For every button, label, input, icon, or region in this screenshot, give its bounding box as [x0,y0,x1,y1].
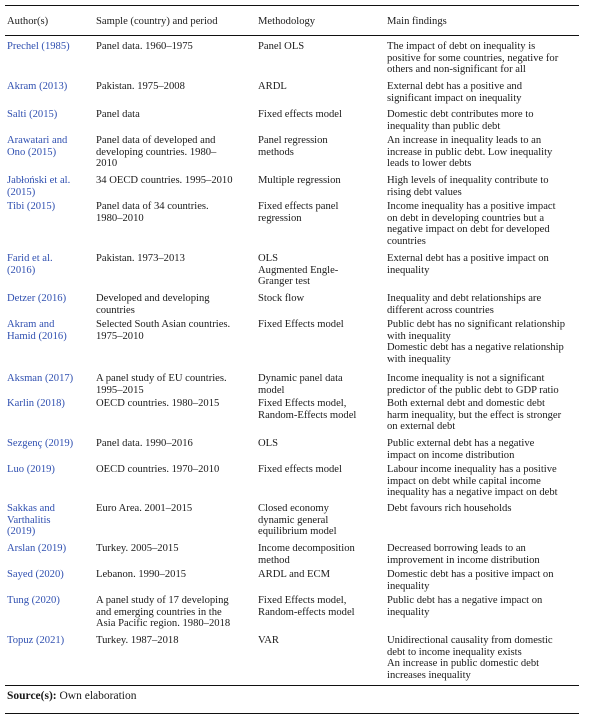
row-findings-line: significant impact on inequality [387,92,522,104]
row-methodology [258,503,382,538]
row-findings [387,373,583,396]
row-sample-line: Asia Pacific region. 1980–2018 [96,618,231,629]
row-author[interactable] [7,635,93,647]
row-methodology-line: Multiple regression [258,175,341,186]
row-sample-line: Panel data of developed and [96,135,216,146]
row-methodology-line: Dynamic panel data [258,373,343,384]
row-author-line: (2015) [7,186,36,198]
row-sample-line: Panel data of 34 countries. [96,201,209,212]
row-sample [96,135,254,170]
row-findings-line: inequality than public debt [387,120,501,132]
row-author-line: Akram and [7,319,55,330]
row-findings-line: Domestic debt has a negative relationship [387,342,564,353]
row-findings [387,81,583,104]
row-sample [96,253,254,265]
row-findings-line: Income inequality is not a significant [387,373,545,384]
row-author-line: Farid et al. [7,253,53,264]
row-author-line: Tibi (2015) [7,201,56,212]
header-methodology: Methodology [258,16,316,27]
row-methodology [258,373,382,396]
row-sample-line: Panel data. 1990–2016 [96,438,193,449]
row-methodology [258,595,382,618]
row-author-line: Arawatari and [7,135,68,146]
row-findings [387,464,583,499]
row-methodology-line: ARDL and ECM [258,569,330,580]
row-findings [387,635,583,681]
row-findings-line: Inequality and debt relationships are [387,293,542,304]
row-methodology-line: regression [258,212,302,224]
row-findings [387,595,583,618]
row-findings-line: Domestic debt contributes more to [387,109,534,120]
row-findings-line: with inequality [387,330,451,342]
row-findings-line: An increase in inequality leads to an [387,135,542,146]
row-author-line: (2016) [7,264,36,276]
row-methodology-line: equilibrium model [258,526,337,537]
row-sample [96,635,254,647]
row-findings [387,175,583,198]
row-author[interactable] [7,595,93,607]
row-author[interactable] [7,41,93,53]
row-methodology [258,81,382,93]
row-sample [96,81,254,93]
source-note [7,691,136,703]
header-author: Author(s) [7,16,49,27]
row-sample-line: 1980–2010 [96,212,144,224]
row-methodology [258,135,382,158]
row-sample [96,175,254,187]
row-sample-line: Turkey. 2005–2015 [96,543,179,554]
row-findings-line: High levels of inequality contribute to [387,175,549,186]
row-sample-line: and emerging countries in the [96,606,222,618]
page-end-rule [5,713,579,714]
row-sample-line: 2010 [96,158,118,169]
row-sample-line: Pakistan. 1975–2008 [96,81,185,92]
row-author[interactable] [7,438,93,450]
row-sample [96,109,254,121]
row-methodology [258,109,382,121]
row-findings-line: rising debt values [387,186,462,198]
row-author[interactable] [7,109,93,121]
row-methodology-line: Random-effects model [258,606,355,618]
row-author-line: Prechel (1985) [7,41,70,52]
row-methodology-line: VAR [258,635,280,646]
row-author-line: Jabłoński et al. [7,175,71,186]
row-sample [96,373,254,396]
header-findings: Main findings [387,16,447,27]
row-author[interactable] [7,373,93,385]
row-sample-line: 1975–2010 [96,330,144,342]
source-text: Own elaboration [56,690,137,702]
row-author[interactable] [7,175,93,198]
row-author[interactable] [7,543,93,555]
row-findings [387,543,583,566]
row-findings-line: impact on income distribution [387,449,515,461]
row-author-line: Salti (2015) [7,109,58,120]
row-sample-line: Selected South Asian countries. [96,319,231,330]
row-findings-line: The impact of debt on inequality is [387,41,536,52]
row-author-line: (2019) [7,526,36,537]
row-methodology-line: dynamic general [258,514,329,526]
header-rule [5,35,579,36]
row-findings-line: Debt favours rich households [387,503,512,514]
row-sample-line: Panel data. 1960–1975 [96,41,193,52]
row-methodology [258,464,382,476]
row-author-line: Akram (2013) [7,81,68,92]
row-author-line: Sakkas and [7,503,55,514]
row-author-line: Sezgenç (2019) [7,438,74,449]
row-findings-line: on debt in developing countries but a [387,212,545,224]
row-findings [387,569,583,592]
row-findings-line: Labour income inequality has a positive [387,464,557,475]
row-sample-line: developing countries. 1980– [96,146,217,158]
row-findings-line: Public external debt has a negative [387,438,535,449]
row-methodology-line: Fixed Effects model [258,319,344,330]
row-author-line: Hamid (2016) [7,330,67,342]
row-methodology-line: Panel regression [258,135,328,146]
row-methodology [258,201,382,224]
row-methodology [258,41,382,53]
row-methodology-line: method [258,554,290,566]
row-findings-line: leads to lower debts [387,158,472,169]
row-sample-line: Developed and developing [96,293,210,304]
row-findings-line: An increase in public domestic debt [387,658,540,669]
row-sample [96,41,254,53]
row-author-line: Aksman (2017) [7,373,74,384]
row-author[interactable] [7,253,93,276]
row-findings-line: Unidirectional causality from domestic [387,635,553,646]
row-findings [387,109,583,132]
row-findings-line: impact on debt while capital income [387,475,541,487]
row-findings-line: Income inequality has a positive impact [387,201,556,212]
row-sample-line: Euro Area. 2001–2015 [96,503,193,514]
row-methodology [258,253,382,288]
row-sample-line: A panel study of EU countries. [96,373,227,384]
row-methodology [258,635,382,647]
header-sample: Sample (country) and period [96,16,218,27]
row-findings [387,253,583,276]
row-findings-line: harm inequality, but the effect is stronger [387,409,562,421]
row-sample-line: Pakistan. 1973–2013 [96,253,185,264]
row-findings-line: on external debt [387,421,456,432]
row-sample [96,595,254,630]
row-author[interactable] [7,398,93,410]
row-findings-line: External debt has a positive impact on [387,253,549,264]
row-methodology [258,438,382,450]
row-findings-line: Both external debt and domestic debt [387,398,545,409]
row-findings-line: with inequality [387,353,451,365]
row-sample [96,464,254,476]
row-methodology-line: Fixed effects model [258,109,342,120]
row-findings-line: inequality [387,580,430,592]
row-sample [96,293,254,316]
row-findings [387,293,583,316]
row-author[interactable] [7,464,93,476]
row-methodology-line: Fixed effects model [258,464,342,475]
row-findings-line: inequality [387,606,430,618]
row-findings-line: increases inequality [387,669,471,681]
row-sample [96,319,254,342]
row-findings-line: inequality has a negative impact on debt [387,487,558,498]
row-findings-line: Decreased borrowing leads to an [387,543,526,554]
row-methodology-line: Granger test [258,276,311,287]
row-author[interactable] [7,503,93,538]
row-sample-line: Lebanon. 1990–2015 [96,569,187,580]
row-methodology [258,293,382,305]
row-sample-line: Panel data [96,109,140,120]
row-findings-line: predictor of the public debt to GDP ratio [387,384,559,396]
row-findings-line: inequality [387,264,430,276]
row-findings-line: debt to income inequality exists [387,646,522,658]
row-sample-line: countries [96,304,135,316]
row-methodology-line: model [258,384,285,396]
row-author-line: Karlin (2018) [7,398,65,409]
row-author[interactable] [7,569,93,581]
row-methodology-line: Fixed Effects model, [258,398,347,409]
row-findings-line: positive for some countries, negative for [387,52,559,64]
row-methodology-line: Augmented Engle- [258,264,339,276]
row-findings-line: different across countries [387,304,494,316]
table-bottom-rule [5,685,579,686]
row-author-line: Ono (2015) [7,146,57,158]
row-author[interactable] [7,135,93,158]
row-findings-line: countries [387,235,426,247]
row-findings [387,398,583,433]
row-author-line: Arslan (2019) [7,543,67,554]
row-methodology [258,543,382,566]
row-author-line: Topuz (2021) [7,635,65,646]
row-methodology-line: Closed economy [258,503,329,514]
row-author-line: Luo (2019) [7,464,55,475]
row-author-line: Detzer (2016) [7,293,67,304]
row-sample [96,569,254,581]
row-findings [387,319,583,365]
row-sample-line: OECD countries. 1980–2015 [96,398,220,409]
row-findings-line: increase in public debt. Low inequality [387,146,553,158]
row-sample-line: 1995–2015 [96,384,144,396]
row-methodology-line: Panel OLS [258,41,305,52]
row-sample [96,543,254,555]
row-methodology [258,175,382,187]
row-findings-line: Public debt has no significant relationship [387,319,566,330]
row-findings-line: negative impact on debt for developed [387,224,550,235]
row-sample [96,438,254,450]
row-author-line: Varthalitis [7,514,51,526]
row-sample [96,398,254,410]
source-label: Source(s): [7,690,57,702]
row-methodology-line: OLS [258,253,279,264]
row-methodology-line: Random-Effects model [258,409,357,421]
row-sample-line: OECD countries. 1970–2010 [96,464,220,475]
row-findings [387,135,583,170]
row-sample-line: 34 OECD countries. 1995–2010 [96,175,233,186]
row-findings-line: Domestic debt has a positive impact on [387,569,554,580]
row-findings [387,503,583,515]
row-methodology-line: Stock flow [258,293,305,304]
row-methodology-line: Fixed effects panel [258,201,339,212]
row-sample [96,201,254,224]
row-methodology-line: methods [258,146,294,158]
row-methodology-line: ARDL [258,81,287,92]
row-author-line: Tung (2020) [7,595,60,606]
row-methodology-line: Income decomposition [258,543,355,554]
row-methodology-line: OLS [258,438,279,449]
row-methodology [258,569,382,581]
row-sample-line: A panel study of 17 developing [96,595,229,606]
row-author[interactable] [7,81,93,93]
row-methodology [258,319,382,331]
table-top-rule [5,5,579,6]
row-author-line: Sayed (2020) [7,569,64,580]
row-findings [387,201,583,247]
row-sample-line: Turkey. 1987–2018 [96,635,179,646]
row-findings-line: Public debt has a negative impact on [387,595,543,606]
row-author[interactable] [7,319,93,342]
row-author[interactable] [7,201,93,213]
row-findings-line: improvement in income distribution [387,554,540,566]
row-findings-line: others and non-significant for all [387,64,526,75]
row-author[interactable] [7,293,93,305]
row-findings [387,438,583,461]
row-findings-line: External debt has a positive and [387,81,523,92]
row-methodology [258,398,382,421]
row-findings [387,41,583,76]
row-sample [96,503,254,515]
row-methodology-line: Fixed Effects model, [258,595,347,606]
